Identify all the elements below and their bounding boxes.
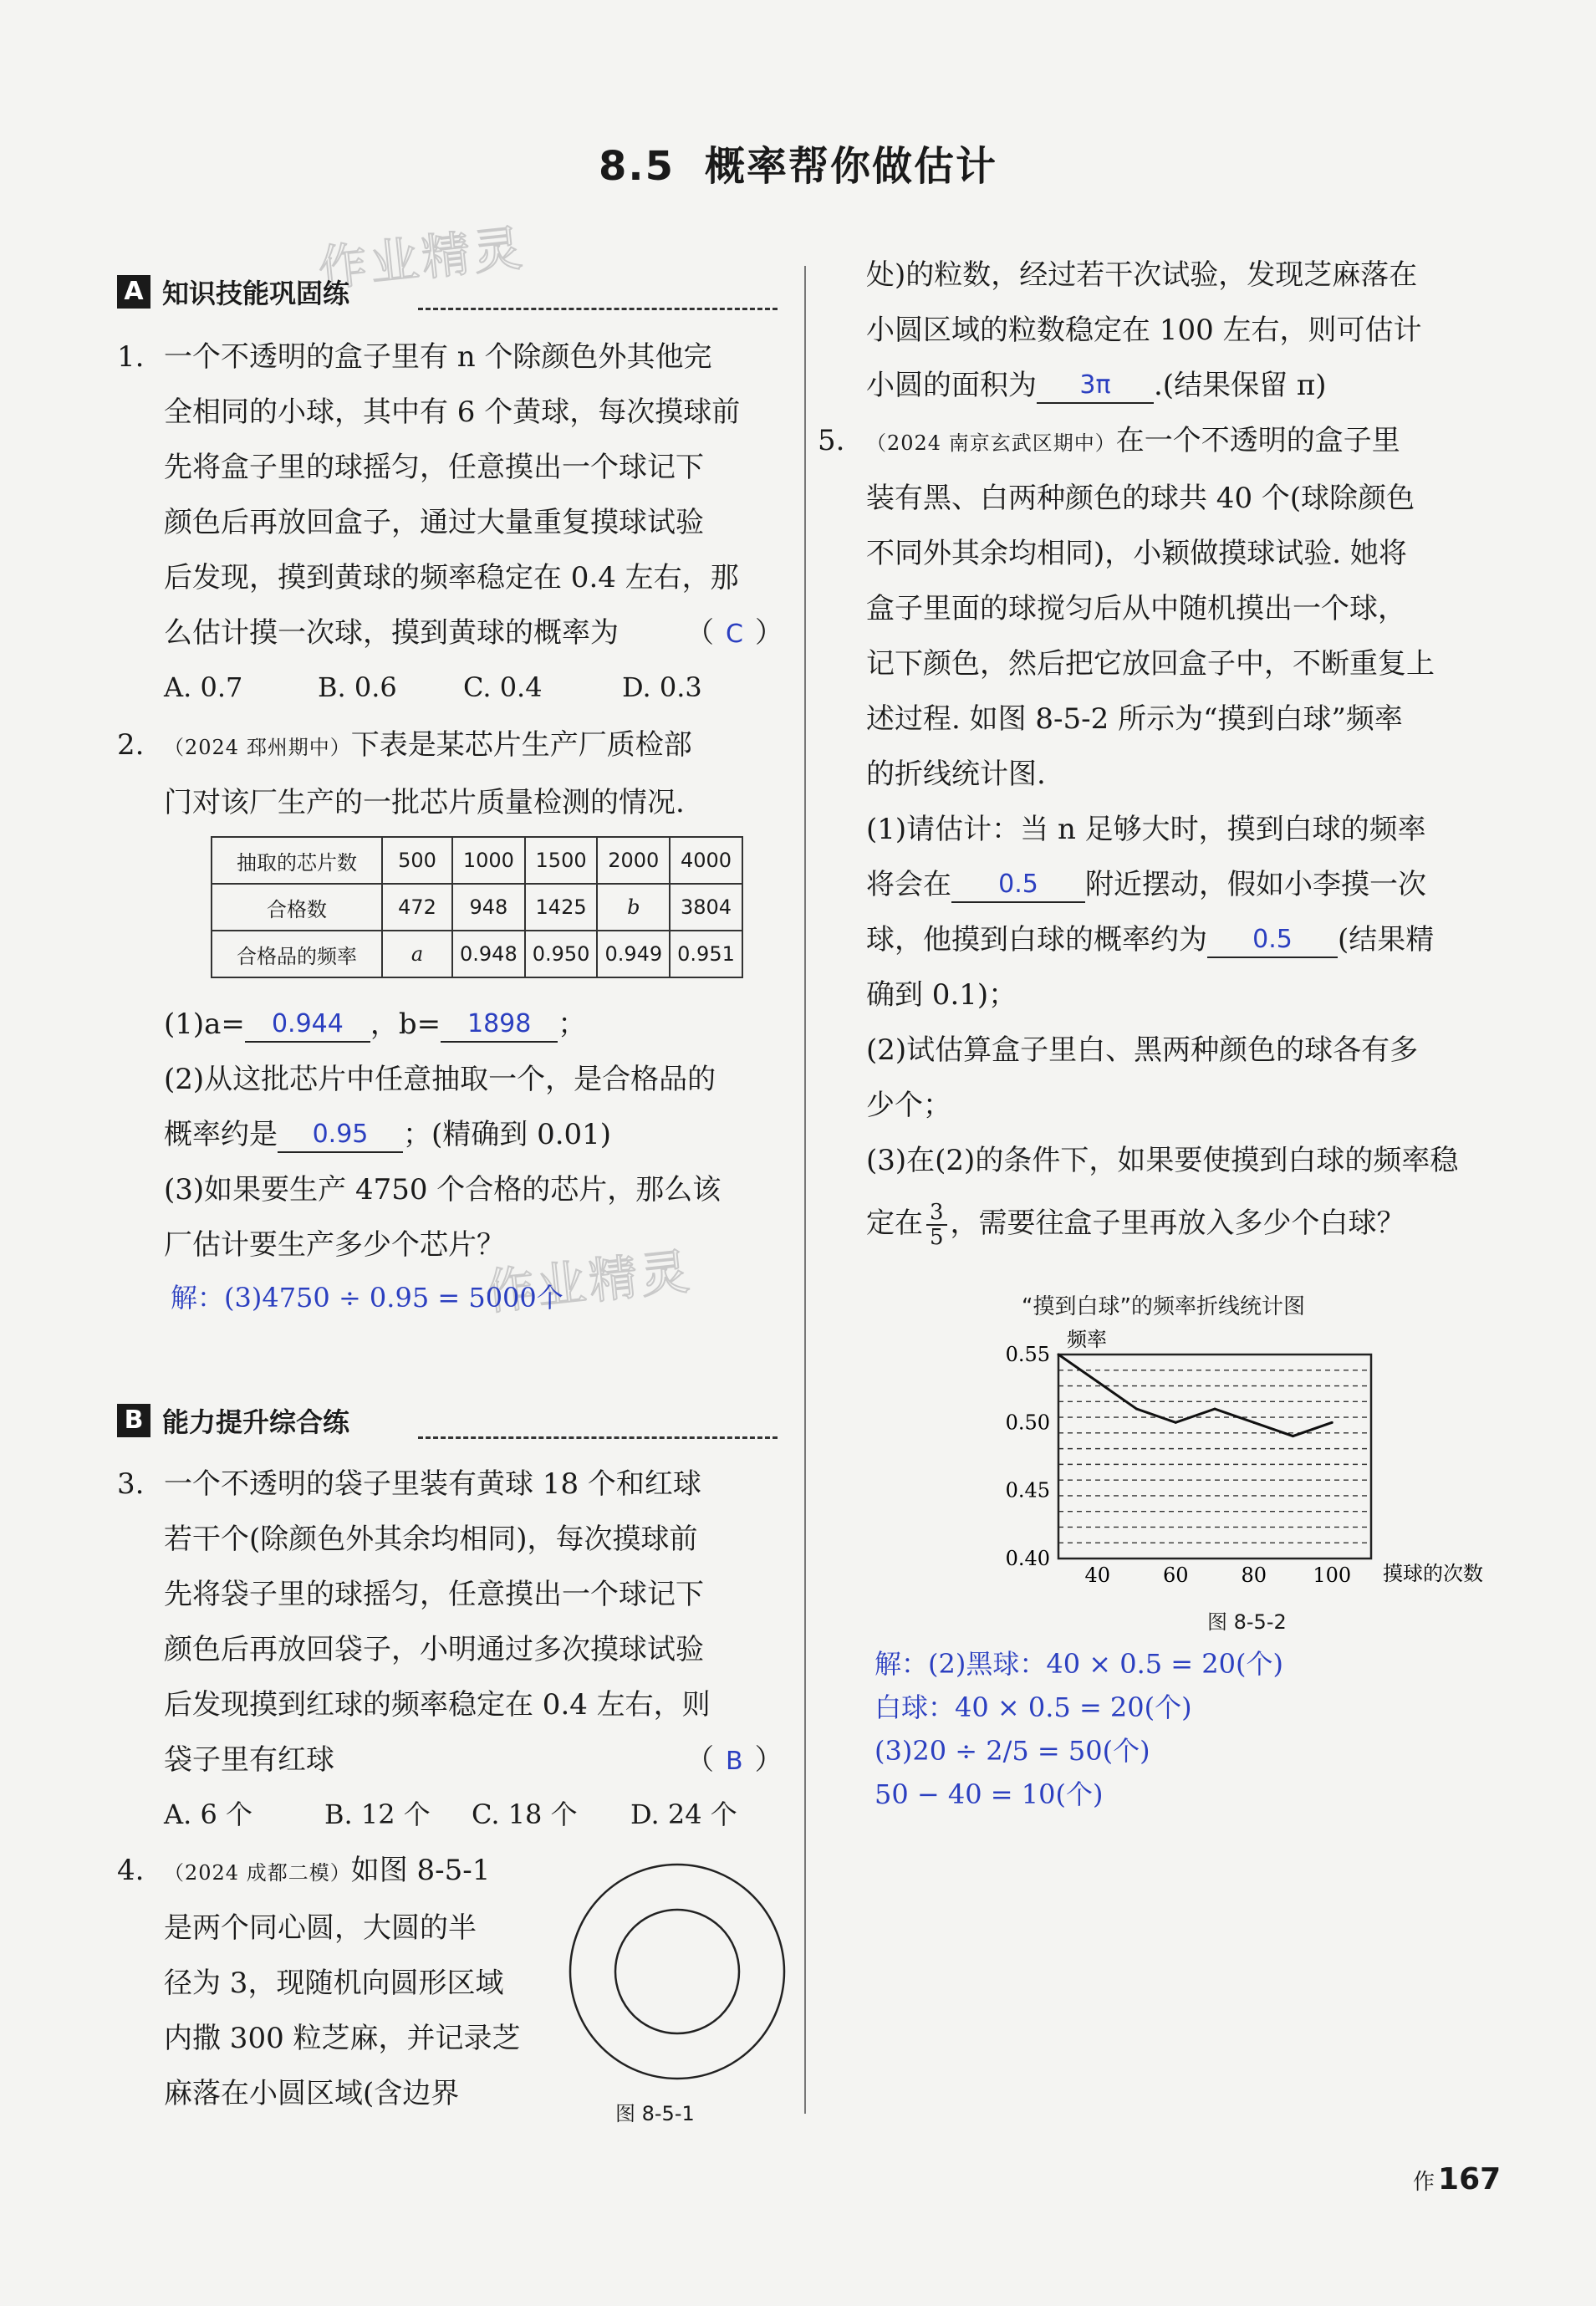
x-tick-label: 40 — [1084, 1564, 1111, 1587]
data-point — [1252, 1421, 1255, 1424]
q4-area-pre: 小圆的面积为 — [866, 369, 1037, 402]
table-cell: 472 — [382, 884, 452, 931]
q1-answer-bracket — [686, 605, 783, 662]
q5-line: 不同外其余均相同)，小颖做摸球试验. 她将 — [866, 537, 1407, 570]
section-b-rule — [418, 1436, 778, 1439]
data-point — [1214, 1408, 1216, 1411]
frequency-line-chart — [987, 1313, 1505, 1589]
q4-line-text: 如图 8-5-1 — [350, 1854, 491, 1887]
x-tick-label: 100 — [1313, 1564, 1352, 1587]
q5-part3-pre: 定在 — [866, 1207, 923, 1240]
q4-line — [164, 1843, 521, 1900]
table-cell: b — [597, 884, 670, 931]
watermark-2: 作业精灵 — [482, 1242, 696, 1321]
q4-number: 4. — [117, 1854, 145, 1887]
q5-part2-line2: 少个； — [866, 1089, 951, 1122]
q1-option-d: D. 0.3 — [622, 671, 702, 703]
y-tick-label: 0.50 — [1005, 1411, 1050, 1435]
data-point — [1096, 1380, 1099, 1383]
section-b-header — [117, 1401, 349, 1440]
section-b-title: 能力提升综合练 — [162, 1406, 350, 1438]
q1-option-c: C. 0.4 — [463, 671, 543, 703]
column-divider — [804, 266, 806, 2114]
chip-quality-table — [211, 836, 743, 978]
q2-part1-a-label: (1)a= — [164, 1008, 245, 1041]
q1-number: 1. — [117, 340, 145, 374]
table-cell: 948 — [452, 884, 525, 931]
q2-line — [164, 717, 692, 775]
q3-option-b: B. 12 个 — [324, 1798, 431, 1830]
q5-part3-line2 — [866, 1188, 1458, 1258]
q1-last-line: 么估计摸一次球，摸到黄球的概率为 — [164, 616, 619, 650]
section-a-badge: A — [117, 275, 150, 309]
fraction-denominator: 5 — [930, 1225, 944, 1250]
q2-answer-prob: 0.95 — [278, 1118, 403, 1153]
q5-part1-line3 — [866, 912, 1458, 967]
q3-option-a: A. 6 个 — [164, 1798, 252, 1830]
q3-line: 一个不透明的袋子里装有黄球 18 个和红球 — [164, 1467, 701, 1501]
q4-line: 麻落在小圆区域(含边界 — [164, 2077, 460, 2110]
q2-part2-line1: (2)从这批芯片中任意抽取一个，是合格品的 — [164, 1063, 716, 1096]
q1-text — [164, 329, 783, 661]
y-tick-label: 0.45 — [1005, 1478, 1050, 1502]
table-cell: 0.949 — [597, 931, 670, 977]
q5-part1-line1: (1)请估计：当 n 足够大时，摸到白球的频率 — [866, 813, 1426, 846]
y-tick-label: 0.55 — [1005, 1343, 1050, 1366]
large-circle — [570, 1865, 784, 2079]
q3-option-c: C. 18 个 — [472, 1798, 578, 1830]
data-point — [1135, 1408, 1138, 1411]
y-tick-label: 0.40 — [1005, 1547, 1050, 1570]
q3-text — [164, 1457, 783, 1788]
x-tick-label: 60 — [1162, 1564, 1189, 1587]
q2-line-text: 下表是某芯片生产厂质检部 — [350, 728, 692, 762]
q2-part2 — [164, 1107, 721, 1162]
table-cell: 1500 — [525, 837, 598, 884]
page-title — [0, 134, 1596, 191]
q4-line: 径为 3，现随机向圆形区域 — [164, 1967, 504, 2000]
q2-text — [164, 717, 692, 830]
q1-line — [164, 605, 783, 661]
q2-number: 2. — [117, 728, 145, 762]
data-point — [1058, 1354, 1060, 1356]
q3-options — [164, 1789, 737, 1839]
q1-line: 一个不透明的盒子里有 n 个除颜色外其他完 — [164, 340, 712, 374]
q5-line: 的折线统计图. — [866, 758, 1046, 791]
q3-line: 后发现摸到红球的频率稳定在 0.4 左右，则 — [164, 1688, 711, 1722]
table-cell: 3804 — [670, 884, 742, 931]
q3-number: 3. — [117, 1467, 145, 1501]
table-cell: 2000 — [597, 837, 670, 884]
figure-8-5-2-caption: 图 8-5-2 — [1207, 1610, 1287, 1634]
q5-source: （2024 南京玄武区期中） — [866, 431, 1116, 455]
q5-line: 述过程. 如图 8-5-2 所示为“摸到白球”频率 — [866, 702, 1403, 736]
q3-line: 颜色后再放回袋子，小明通过多次摸球试验 — [164, 1633, 704, 1666]
q1-line: 先将盒子里的球摇匀，任意摸出一个球记下 — [164, 451, 704, 484]
q4-answer: 3π — [1037, 369, 1154, 404]
q2-part3-line1: (3)如果要生产 4750 个合格的芯片，那么该 — [164, 1173, 722, 1207]
table-cell: 1000 — [452, 837, 525, 884]
q4-cont-line: 小圆区域的粒数稳定在 100 左右，则可估计 — [866, 314, 1422, 347]
paren-close: ） — [754, 616, 783, 650]
q2-handwritten-solution: 解：(3)4750 ÷ 0.95 = 5000个 — [171, 1282, 563, 1314]
q5-line: 装有黑、白两种颜色的球共 40 个(球除颜色 — [866, 482, 1415, 515]
q5-line: 记下颜色，然后把它放回盒子中，不断重复上 — [866, 647, 1435, 681]
table-cell: 0.948 — [452, 931, 525, 977]
frequency-series-line — [1058, 1355, 1332, 1436]
data-point — [1175, 1421, 1177, 1424]
q5-part1-post: 附近摆动，假如小李摸一次 — [1085, 868, 1426, 901]
q5-line — [866, 413, 1458, 471]
q3-answer: B — [726, 1747, 743, 1776]
q2-line: 门对该厂生产的一批芯片质量检测的情况. — [164, 786, 685, 819]
q2-part3-line2: 厂估计要生产多少个芯片？ — [164, 1228, 505, 1262]
q5-solution-line: (3)20 ÷ 2/5 = 50(个) — [874, 1735, 1150, 1767]
q5-part1-pre2: 球，他摸到白球的概率约为 — [866, 923, 1207, 957]
fraction-3-5 — [926, 1201, 947, 1249]
paren-close: ） — [754, 1743, 783, 1777]
q4-continued — [866, 247, 1422, 413]
q3-line: 若干个(除颜色外其余均相同)，每次摸球前 — [164, 1523, 698, 1556]
q4-source: （2024 成都二模） — [164, 1861, 351, 1885]
section-title: 概率帮你做估计 — [705, 143, 998, 190]
watermark: 作业精灵 — [315, 219, 528, 298]
table-cell: 合格品的频率 — [212, 931, 382, 977]
q3-option-d: D. 24 个 — [630, 1798, 737, 1830]
table-cell: 0.950 — [525, 931, 598, 977]
section-a-title: 知识技能巩固练 — [162, 278, 350, 309]
table-cell: 合格数 — [212, 884, 382, 931]
table-cell: 1425 — [525, 884, 598, 931]
q2-source: （2024 邳州期中） — [164, 736, 351, 759]
q4-line: 是两个同心圆，大圆的半 — [164, 1911, 477, 1945]
y-axis-label: 频率 — [1067, 1328, 1107, 1351]
q2-part1-end: ； — [558, 1008, 587, 1041]
q1-options — [164, 662, 702, 712]
q5-part1-line2 — [866, 857, 1458, 912]
page-number-value: 167 — [1438, 2162, 1502, 2196]
figure-8-5-1-caption: 图 8-5-1 — [615, 2102, 695, 2125]
table-cell: 500 — [382, 837, 452, 884]
q5-line: 盒子里面的球搅匀后从中随机摸出一个球， — [866, 592, 1406, 625]
q3-answer-bracket — [686, 1732, 783, 1789]
chart-title: “摸到白球”的频率折线统计图 — [1022, 1294, 1305, 1319]
q5-solution-line: 解：(2)黑球：40 × 0.5 = 20(个) — [874, 1648, 1283, 1680]
page-number — [1413, 2162, 1501, 2196]
q1-line: 颜色后再放回盒子，通过大量重复摸球试验 — [164, 506, 704, 539]
q5-part1-pre: 将会在 — [866, 868, 951, 901]
q3-line — [164, 1732, 783, 1788]
data-point — [1292, 1435, 1294, 1437]
section-b-badge: B — [117, 1404, 150, 1437]
q1-line: 全相同的小球，其中有 6 个黄球，每次摸球前 — [164, 395, 741, 429]
table-cell: a — [382, 931, 452, 977]
q5-solution-line: 50 − 40 = 10(个) — [874, 1778, 1104, 1810]
q3-line: 先将袋子里的球摇匀，任意摸出一个球记下 — [164, 1578, 704, 1611]
q5-part1-line4: 确到 0.1)； — [866, 978, 1017, 1012]
q1-line: 后发现，摸到黄球的频率稳定在 0.4 左右，那 — [164, 561, 739, 594]
q4-area-post: .(结果保留 π) — [1154, 369, 1327, 402]
paren-open: （ — [686, 616, 714, 650]
q5-handwritten-solution — [874, 1642, 1283, 1816]
q2-part2-pre: 概率约是 — [164, 1118, 278, 1151]
q5-answer-probability: 0.5 — [1207, 923, 1338, 958]
page-prefix: 作 — [1413, 2170, 1435, 2195]
q5-part2-line1: (2)试估算盒子里白、黑两种颜色的球各有多 — [866, 1033, 1419, 1067]
q5-number: 5. — [818, 424, 845, 457]
q4-line: 内撒 300 粒芝麻，并记录芝 — [164, 2022, 521, 2055]
table-row — [212, 837, 742, 884]
fraction-numerator: 3 — [926, 1201, 947, 1226]
q5-part3-post: ，需要往盒子里再放入多少个白球？ — [950, 1207, 1405, 1240]
q2-part2-post: ；(精确到 0.01) — [403, 1118, 612, 1151]
q3-last-line: 袋子里有红球 — [164, 1743, 334, 1777]
q5-text — [866, 413, 1458, 1258]
table-cell: 4000 — [670, 837, 742, 884]
q4-area-line — [866, 358, 1422, 413]
section-a-header — [117, 273, 349, 311]
section-number: 8.5 — [598, 143, 675, 190]
q5-answer-frequency: 0.5 — [951, 868, 1085, 903]
concentric-circles-figure — [560, 1854, 794, 2089]
q5-line-text: 在一个不透明的盒子里 — [1115, 424, 1400, 457]
plot-frame — [1058, 1355, 1371, 1559]
q2-answer-a: 0.944 — [245, 1008, 370, 1043]
q2-part1-b-label: ，b= — [370, 1008, 441, 1041]
q1-option-b: B. 0.6 — [318, 671, 397, 703]
q5-solution-line: 白球：40 × 0.5 = 20(个) — [874, 1691, 1192, 1723]
q2-answer-b: 1898 — [441, 1008, 558, 1043]
data-point — [1331, 1421, 1333, 1424]
q4-text — [164, 1843, 521, 2121]
small-circle — [615, 1910, 739, 2033]
q5-part3-line1: (3)在(2)的条件下，如果要使摸到白球的频率稳 — [866, 1144, 1459, 1177]
q2-parts — [164, 997, 721, 1273]
q4-cont-line: 处)的粒数，经过若干次试验，发现芝麻落在 — [866, 258, 1418, 292]
table-row — [212, 931, 742, 977]
table-cell: 0.951 — [670, 931, 742, 977]
q2-part1 — [164, 997, 721, 1052]
q1-answer: C — [726, 620, 743, 649]
table-cell: 抽取的芯片数 — [212, 837, 382, 884]
paren-open: （ — [686, 1743, 714, 1777]
q1-option-a: A. 0.7 — [164, 671, 243, 703]
x-tick-label: 80 — [1241, 1564, 1267, 1587]
section-a-rule — [418, 308, 778, 310]
table-row — [212, 884, 742, 931]
x-axis-label: 摸球的次数 — [1383, 1562, 1483, 1585]
q5-part1-post2: (结果精 — [1338, 923, 1435, 957]
